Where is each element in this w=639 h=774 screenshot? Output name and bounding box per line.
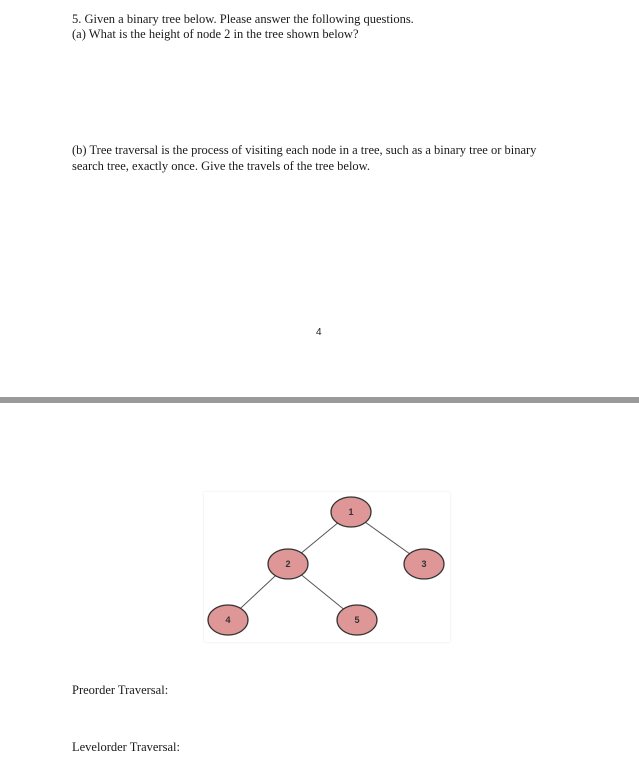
binary-tree-diagram [204, 492, 450, 642]
binary-tree-figure [204, 492, 450, 642]
tree-node-1 [331, 497, 371, 527]
preorder-traversal-label: Preorder Traversal: [72, 683, 169, 697]
levelorder-traversal-label: Levelorder Traversal: [72, 740, 180, 754]
tree-node-4 [208, 605, 248, 635]
tree-node-label: 2 [285, 559, 291, 569]
tree-node-label: 1 [348, 507, 354, 517]
page-number: 4 [316, 327, 322, 338]
tree-nodes [208, 497, 444, 635]
tree-node-label: 5 [354, 615, 360, 625]
page-break-divider [0, 397, 639, 403]
tree-node-5 [337, 605, 377, 635]
tree-node-2 [268, 549, 308, 579]
question-part-b-line-2: search tree, exactly once. Give the travels of the tree below. [72, 159, 371, 173]
tree-node-label: 4 [225, 615, 231, 625]
tree-node-label: 3 [421, 559, 427, 569]
question-part-a: (a) What is the height of node 2 in the tree shown below? [72, 27, 359, 41]
tree-node-3 [404, 549, 444, 579]
question-part-b-line-1: (b) Tree traversal is the process of visiting each node in a tree, such as a binary tree or binary [72, 143, 537, 157]
question-intro: 5. Given a binary tree below. Please answer the following questions. [72, 12, 414, 26]
tree-edges [228, 512, 427, 620]
